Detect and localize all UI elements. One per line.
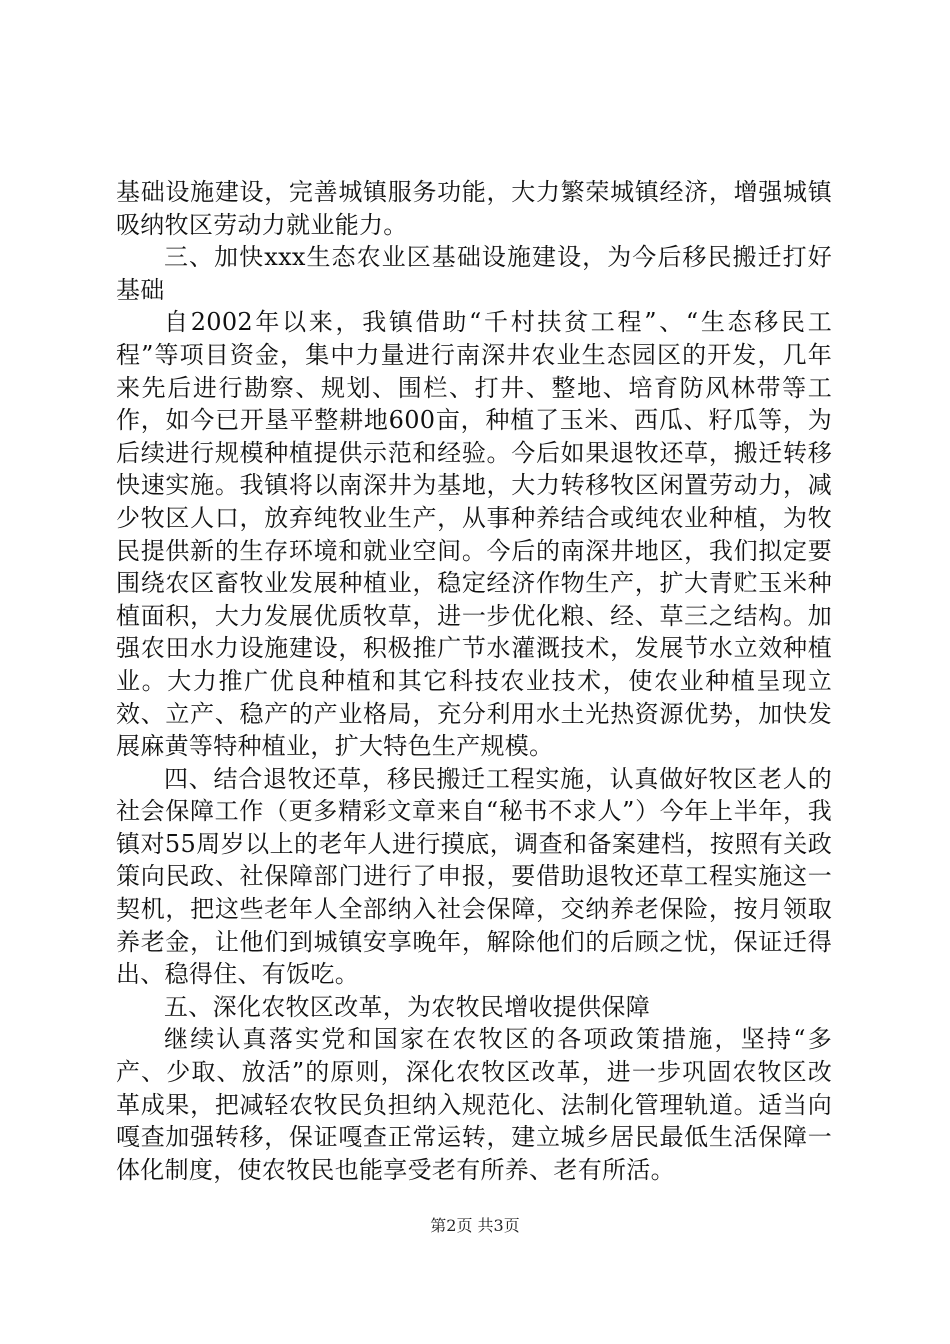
paragraph-continuation: 基础设施建设，完善城镇服务功能，大力繁荣城镇经济，增强城镇吸纳牧区劳动力就业能力。 [116, 178, 832, 239]
paragraph-section-3-body: 自2002年以来，我镇借助“千村扶贫工程”、“生态移民工程”等项目资金，集中力量进行南深井农业生态园区的开发，几年来先后进行勘察、规划、围栏、打井、整地、培育防风林带等工作，如今已开垦平整耕地600亩，种植了玉米、西瓜、籽瓜等，为后续进行规模种植提供示范和经验。今后如果退牧还草，搬迁转移快速实施。我镇将以南深井为基地，大力转移牧区闲置劳动力，减少牧区人口，放弃纯牧业生产，从事种养结合或纯农业种植，为牧民提供新的生存环境和就业空间。今后的南深井地区，我们拟定要围绕农区畜牧业发展种植业，稳定经济作物生产，扩大青贮玉米种植面积，大力发展优质牧草，进一步优化粮、经、草三之结构。加强农田水力设施建设，积极推广节水灌溉技术，发展节水立效种植业。大力推广优良种植和其它科技农业技术，使农业种植呈现立效、立产、稳产的产业格局，充分利用水土光热资源优势，加快发展麻黄等特种植业，扩大特色生产规模。 [116, 308, 832, 761]
paragraph-section-4: 四、结合退牧还草，移民搬迁工程实施，认真做好牧区老人的社会保障工作（更多精彩文章来自“秘书不求人”）今年上半年，我镇对55周岁以上的老年人进行摸底，调查和备案建档，按照有关政策向民政、社保障部门进行了申报，要借助退牧还草工程实施这一契机，把这些老年人全部纳入社会保障，交纳养老保险，按月领取养老金，让他们到城镇安享晚年，解除他们的后顾之忧，保证迁得出、稳得住、有饭吃。 [116, 764, 832, 989]
section-heading-3: 三、加快xxx生态农业区基础设施建设，为今后移民搬迁打好基础 [116, 243, 832, 304]
document-body [116, 176, 832, 1186]
paragraph-section-5-body: 继续认真落实党和国家在农牧区的各项政策措施，坚持“多产、少取、放活”的原则，深化农牧区改革，进一步巩固农牧区改革成果，把减轻农牧民负担纳入规范化、法制化管理轨道。适当向嘎查加强转移，保证嘎查正常运转，建立城乡居民最低生活保障一体化制度，使农牧民也能享受老有所养、老有所活。 [116, 1025, 832, 1184]
page-footer: 第2页 共3页 [430, 1216, 520, 1235]
section-heading-5: 五、深化农牧区改革，为农牧民增收提供保障 [164, 992, 650, 1021]
